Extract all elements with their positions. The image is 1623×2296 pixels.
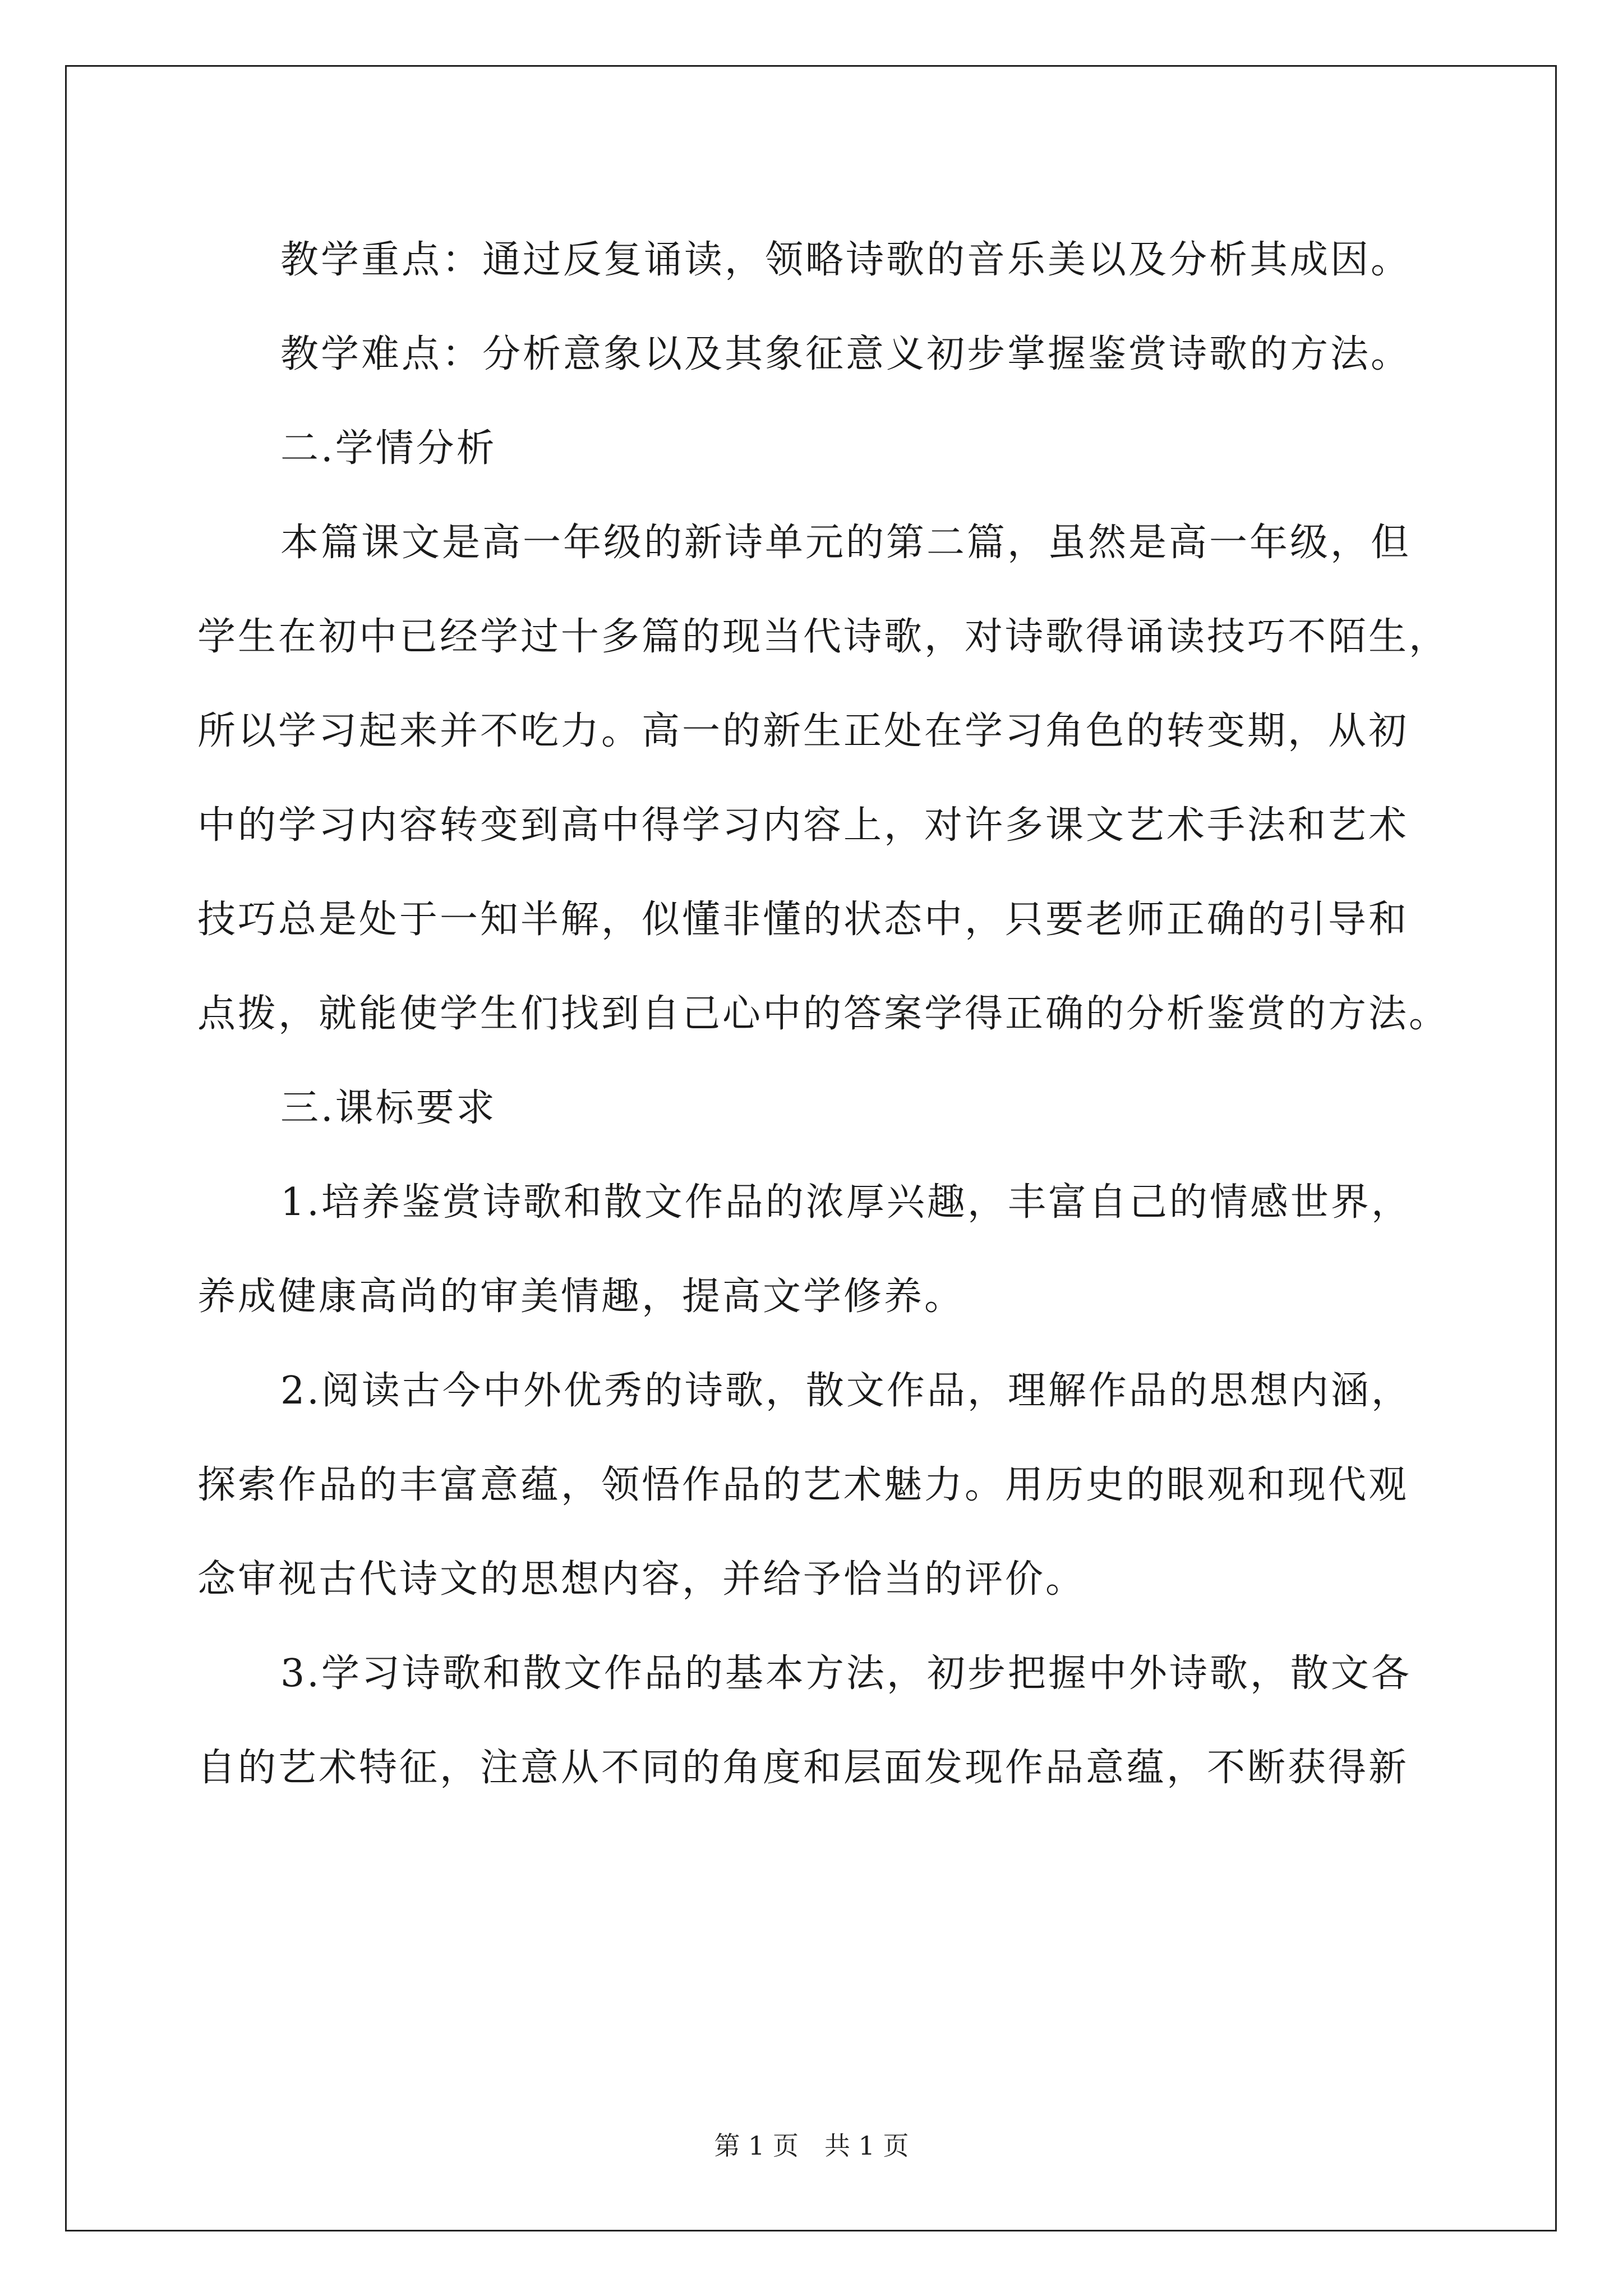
paragraph-student-analysis-line: 技巧总是处于一知半解，似懂非懂的状态中，只要老师正确的引导和 [197, 898, 1409, 942]
requirement-item-1-line: 养成健康高尚的审美情趣，提高文学修养。 [197, 1274, 965, 1319]
requirement-item-1-line: 1.培养鉴赏诗歌和散文作品的浓厚兴趣，丰富自己的情感世界， [280, 1180, 1412, 1225]
requirement-item-3-line: 自的艺术特征，注意从不同的角度和层面发现作品意蕴，不断获得新 [197, 1746, 1409, 1790]
paragraph-student-analysis-line: 本篇课文是高一年级的新诗单元的第二篇，虽然是高一年级，但 [280, 521, 1412, 565]
paragraph-student-analysis-line: 学生在初中已经学过十多篇的现当代诗歌，对诗歌得诵读技巧不陌生， [197, 615, 1450, 659]
document-body [197, 213, 1450, 1815]
section-heading-student-analysis: 二.学情分析 [280, 426, 497, 471]
page-number-footer: 第 1 页 共 1 页 [714, 2131, 909, 2161]
requirement-item-3-line: 3.学习诗歌和散文作品的基本方法，初步把握中外诗歌，散文各 [280, 1651, 1412, 1696]
requirement-item-2-line: 2.阅读古今中外优秀的诗歌，散文作品，理解作品的思想内涵， [280, 1369, 1412, 1413]
section-heading-curriculum-requirements: 三.课标要求 [280, 1086, 497, 1130]
paragraph-student-analysis-line: 所以学习起来并不吃力。高一的新生正处在学习角色的转变期，从初 [197, 709, 1409, 753]
requirement-item-2-line: 探索作品的丰富意蕴，领悟作品的艺术魅力。用历史的眼观和现代观 [197, 1463, 1409, 1507]
paragraph-student-analysis-line: 中的学习内容转变到高中得学习内容上，对许多课文艺术手法和艺术 [197, 803, 1409, 848]
paragraph-teaching-difficulty: 教学难点：分析意象以及其象征意义初步掌握鉴赏诗歌的方法。 [280, 332, 1412, 376]
paragraph-student-analysis-line: 点拨，就能使学生们找到自己心中的答案学得正确的分析鉴赏的方法。 [197, 992, 1450, 1036]
paragraph-teaching-focus: 教学重点：通过反复诵读，领略诗歌的音乐美以及分析其成因。 [280, 238, 1412, 282]
requirement-item-2-line: 念审视古代诗文的思想内容，并给予恰当的评价。 [197, 1557, 1086, 1602]
